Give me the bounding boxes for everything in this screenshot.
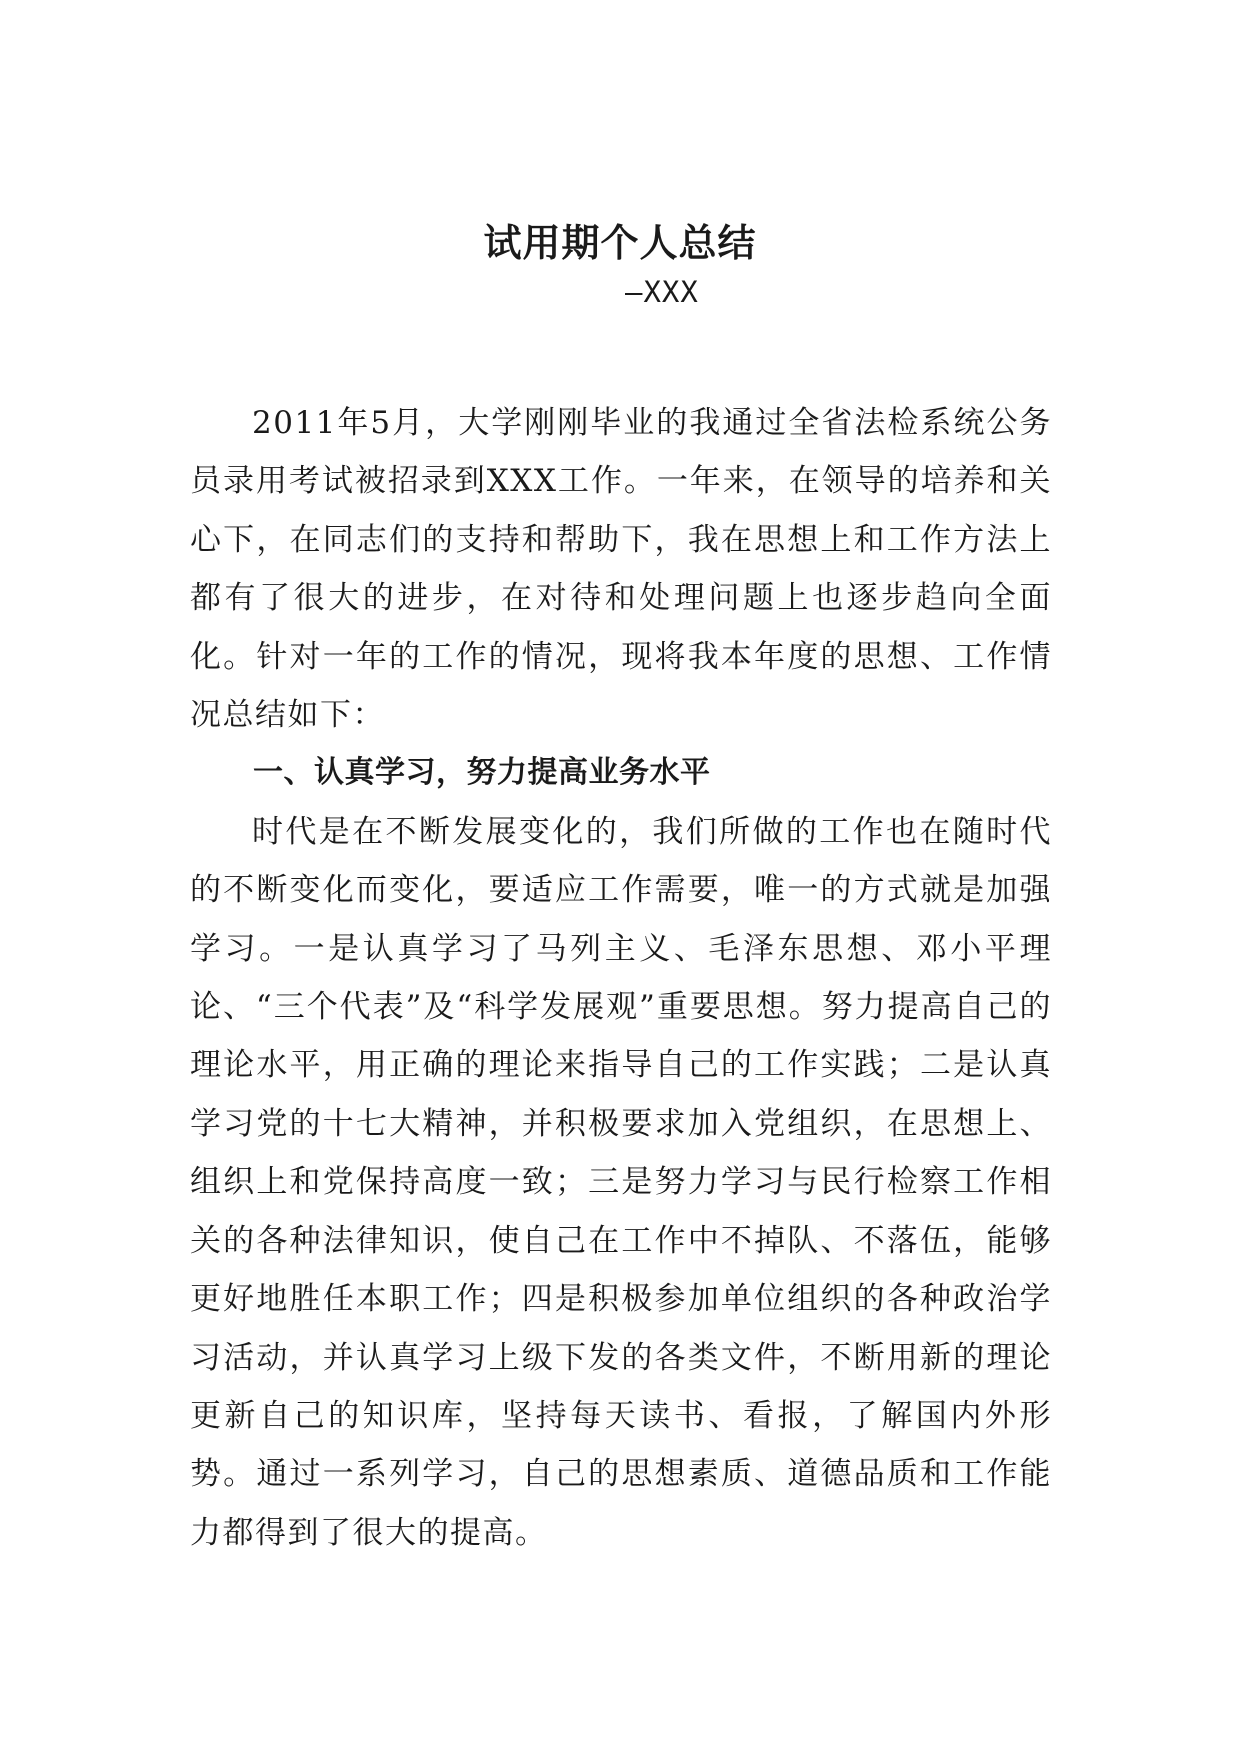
section-heading-1: 一、认真学习，努力提高业务水平: [253, 755, 711, 791]
document-title: 试用期个人总结: [483, 220, 757, 265]
document-body: [190, 394, 1052, 1562]
section-paragraph-1: 时代是在不断发展变化的，我们所做的工作也在随时代的不断变化而变化，要适应工作需要，唯一的方式就是加强学习。一是认真学习了马列主义、毛泽东思想、邓小平理论、“三个代表”及“科学发展观”重要思想。努力提高自己的理论水平，用正确的理论来指导自己的工作实践；二是认真学习党的十七大精神，并积极要求加入党组织，在思想上、组织上和党保持高度一致；三是努力学习与民行检察工作相关的各种法律知识，使自己在工作中不掉队、不落伍，能够更好地胜任本职工作；四是积极参加单位组织的各种政治学习活动，并认真学习上级下发的各类文件，不断用新的理论更新自己的知识库，坚持每天读书、看报，了解国内外形势。通过一系列学习，自己的思想素质、道德品质和工作能力都得到了很大的提高。: [190, 813, 1052, 1551]
document-author: —XXX: [625, 275, 699, 309]
intro-paragraph: 2011年5月，大学刚刚毕业的我通过全省法检系统公务员录用考试被招录到XXX工作。一年来，在领导的培养和关心下，在同志们的支持和帮助下，我在思想上和工作方法上都有了很大的进步，在对待和处理问题上也逐步趋向全面化。针对一年的工作的情况，现将我本年度的思想、工作情况总结如下：: [190, 405, 1052, 734]
